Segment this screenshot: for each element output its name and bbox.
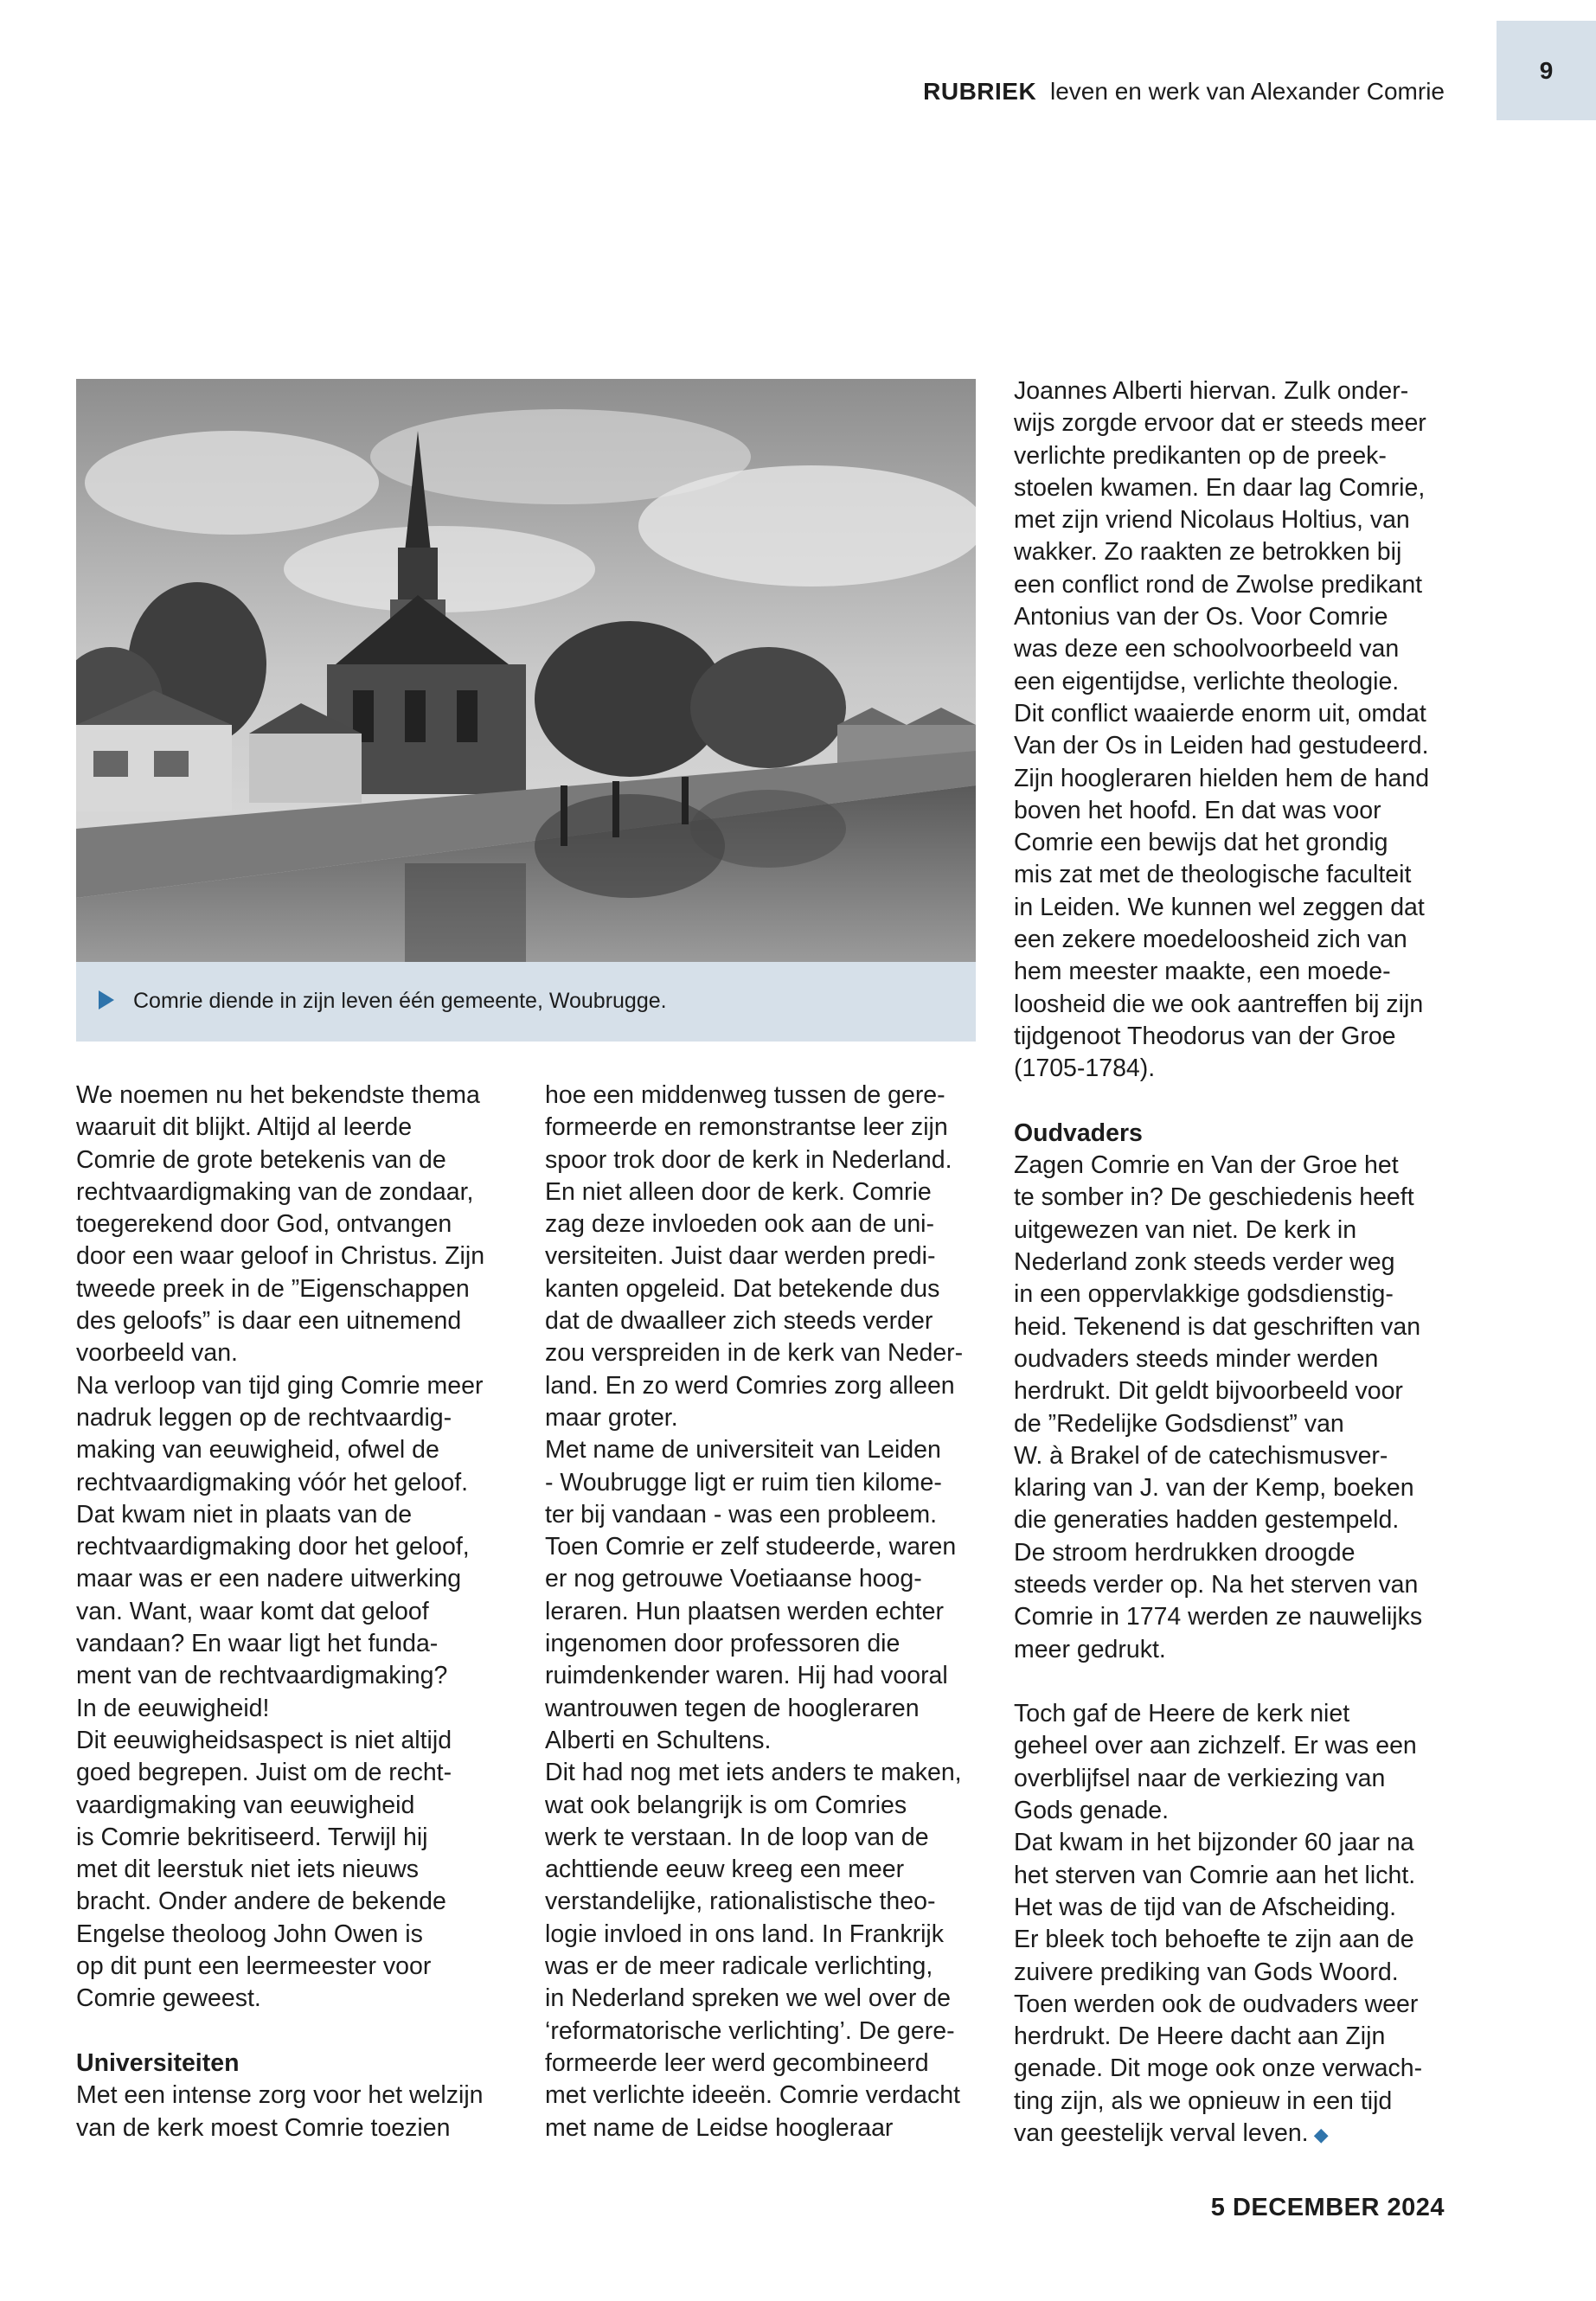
text-line: die generaties hadden gestempeld.: [1014, 1506, 1400, 1535]
text-line: mis zat met de theologische faculteit: [1014, 861, 1412, 889]
text-line: van geestelijk verval leven. ◆: [1014, 2119, 1329, 2148]
text-line: Comrie geweest.: [76, 1984, 261, 2013]
text-line: het sterven van Comrie aan het licht.: [1014, 1861, 1416, 1889]
church-photo: [76, 379, 976, 962]
text-line: De stroom herdrukken droogde: [1014, 1538, 1356, 1567]
text-line: stoelen kwamen. En daar lag Comrie,: [1014, 473, 1426, 502]
col3-paragraphs-b: [1014, 1150, 1455, 1666]
text-line: Dat kwam niet in plaats van de: [76, 1500, 413, 1529]
text-line: des geloofs” is daar een uitnemend: [76, 1307, 462, 1336]
text-line: W. à Brakel of de catechismusver-: [1014, 1441, 1388, 1470]
text-line: van. Want, waar komt dat geloof: [76, 1597, 429, 1625]
text-line: Joannes Alberti hiervan. Zulk onder-: [1014, 377, 1409, 405]
text-line: Comrie de grote betekenis van de: [76, 1145, 446, 1174]
text-line: dat de dwaalleer zich steeds verder: [545, 1307, 933, 1336]
text-line: zou verspreiden in de kerk van Neder-: [545, 1339, 964, 1368]
rubric-title: leven en werk van Alexander Comrie: [1049, 78, 1445, 105]
text-line: genade. Dit moge ook onze verwach-: [1014, 2054, 1423, 2083]
text-line: making van eeuwigheid, ofwel de: [76, 1436, 439, 1465]
text-line: Antonius van der Os. Voor Comrie: [1014, 603, 1388, 631]
col1-paragraphs-a: [76, 1080, 517, 2016]
text-line: goed begrepen. Juist om de recht-: [76, 1759, 452, 1787]
text-line: toegerekend door God, ontvangen: [76, 1210, 452, 1239]
col1-paragraphs-b: [76, 2080, 517, 2144]
text-line: in Nederland spreken we wel over de: [545, 1984, 951, 2013]
text-line: formeerde leer werd gecombineerd: [545, 2048, 929, 2077]
text-line: tweede preek in de ”Eigenschappen: [76, 1274, 470, 1303]
text-line: verstandelijke, rationalistische theo-: [545, 1888, 936, 1916]
text-line: een eigentijdse, verlichte theologie.: [1014, 667, 1400, 695]
text-line: versiteiten. Juist daar werden predi-: [545, 1242, 936, 1271]
text-line: herdrukt. De Heere dacht aan Zijn: [1014, 2022, 1386, 2051]
text-line: een conflict rond de Zwolse predikant: [1014, 570, 1423, 599]
text-line: Dit conflict waaierde enorm uit, omdat: [1014, 699, 1426, 727]
text-line: in een oppervlakkige godsdienstig-: [1014, 1280, 1394, 1309]
text-line: maar was er een nadere uitwerking: [76, 1565, 462, 1593]
text-line: Zagen Comrie en Van der Groe het: [1014, 1151, 1399, 1180]
text-line: nadruk leggen op de rechtvaardig-: [76, 1403, 452, 1432]
text-line: Dit eeuwigheidsaspect is niet altijd: [76, 1726, 452, 1754]
text-line: zag deze invloeden ook aan de uni-: [545, 1210, 935, 1239]
text-line: Gods genade.: [1014, 1797, 1170, 1825]
text-line: meer gedrukt.: [1014, 1635, 1166, 1663]
caption-text: Comrie diende in zijn leven één gemeente, Woubrugge.: [133, 989, 667, 1013]
article-column-1: [76, 1080, 517, 2144]
caption-arrow-icon: [99, 990, 114, 1009]
text-line: overblijfsel naar de verkiezing van: [1014, 1764, 1386, 1792]
text-line: oudvaders steeds minder werden: [1014, 1344, 1379, 1373]
text-line: met name de Leidse hoogleraar: [545, 2113, 894, 2142]
text-line: wantrouwen tegen de hoogleraren: [545, 1694, 920, 1722]
text-line: door een waar geloof in Christus. Zijn: [76, 1242, 485, 1271]
text-line: wakker. Zo raakten ze betrokken bij: [1014, 538, 1402, 567]
text-line: wat ook belangrijk is om Comries: [545, 1791, 907, 1819]
text-line: Er bleek toch behoefte te zijn aan de: [1014, 1926, 1414, 1954]
text-line: voorbeeld van.: [76, 1339, 238, 1368]
text-line: Comrie in 1774 werden ze nauwelijks: [1014, 1603, 1423, 1631]
text-line: Toen werden ook de oudvaders weer: [1014, 1990, 1419, 2018]
text-line: steeds verder op. Na het sterven van: [1014, 1570, 1419, 1599]
church-photo-illustration: [76, 379, 976, 962]
text-line: ‘reformatorische verlichting’. De gere-: [545, 2016, 955, 2045]
text-line: wijs zorgde ervoor dat er steeds meer: [1014, 409, 1426, 438]
section-heading-oudvaders: Oudvaders: [1014, 1118, 1143, 1147]
text-line: Met een intense zorg voor het welzijn: [76, 2081, 484, 2110]
text-line: is Comrie bekritiseerd. Terwijl hij: [76, 1823, 428, 1851]
page-number: 9: [1539, 57, 1554, 84]
text-line: Toen Comrie er zelf studeerde, waren: [545, 1533, 957, 1561]
text-line: Dat kwam in het bijzonder 60 jaar na: [1014, 1829, 1414, 1857]
text-line: met verlichte ideeën. Comrie verdacht: [545, 2081, 960, 2110]
text-line: boven het hoofd. En dat was voor: [1014, 796, 1381, 824]
text-line: formeerde en remonstrantse leer zijn: [545, 1113, 948, 1142]
text-line: te somber in? De geschiedenis heeft: [1014, 1183, 1414, 1212]
text-line: er nog getrouwe Voetiaanse hoog-: [545, 1565, 922, 1593]
text-line: Alberti en Schultens.: [545, 1726, 772, 1754]
text-line: In de eeuwigheid!: [76, 1694, 270, 1722]
rubric-label: RUBRIEK: [923, 78, 1037, 105]
text-line: van de kerk moest Comrie toezien: [76, 2113, 451, 2142]
text-line: hem meester maakte, een moede-: [1014, 958, 1391, 986]
text-line: met zijn vriend Nicolaus Holtius, van: [1014, 506, 1410, 535]
text-line: ingenomen door professoren die: [545, 1630, 901, 1658]
text-line: Zijn hoogleraren hielden hem de hand: [1014, 764, 1430, 792]
text-line: - Woubrugge ligt er ruim tien kilome-: [545, 1468, 942, 1497]
running-header: [779, 74, 1445, 109]
text-line: kanten opgeleid. Dat betekende dus: [545, 1274, 940, 1303]
text-line: Dit had nog met iets anders te maken,: [545, 1759, 962, 1787]
text-line: Nederland zonk steeds verder weg: [1014, 1248, 1395, 1277]
text-line: Comrie een bewijs dat het grondig: [1014, 829, 1388, 857]
text-line: vaardigmaking van eeuwigheid: [76, 1791, 415, 1819]
text-line: ruimdenkender waren. Hij had vooral: [545, 1662, 948, 1690]
text-line: land. En zo werd Comries zorg alleen: [545, 1371, 955, 1400]
text-line: een zekere moedeloosheid zich van: [1014, 926, 1407, 954]
text-line: klaring van J. van der Kemp, boeken: [1014, 1474, 1414, 1503]
col3-paragraphs-a: [1014, 375, 1455, 1086]
section-heading-universiteiten: Universiteiten: [76, 2048, 240, 2077]
text-line: de ”Redelijke Godsdienst” van: [1014, 1409, 1344, 1438]
text-line: ter bij vandaan - was een probleem.: [545, 1500, 938, 1529]
text-line: vandaan? En waar ligt het funda-: [76, 1630, 439, 1658]
text-line: Na verloop van tijd ging Comrie meer: [76, 1371, 484, 1400]
text-line: hoe een middenweg tussen de gere-: [545, 1081, 945, 1109]
page-number-tab: [1497, 21, 1596, 120]
text-line: rechtvaardigmaking door het geloof,: [76, 1533, 470, 1561]
text-line: uitgewezen van niet. De kerk in: [1014, 1215, 1357, 1244]
text-line: heid. Tekenend is dat geschriften van: [1014, 1312, 1421, 1341]
text-line: leraren. Hun plaatsen werden echter: [545, 1597, 945, 1625]
text-line: tijdgenoot Theodorus van der Groe: [1014, 1022, 1396, 1050]
text-line: verlichte predikanten op de preek-: [1014, 441, 1387, 470]
text-line: We noemen nu het bekendste thema: [76, 1081, 480, 1109]
text-line: was deze een schoolvoorbeeld van: [1014, 635, 1400, 663]
text-line: herdrukt. Dit geldt bijvoorbeeld voor: [1014, 1377, 1403, 1406]
text-line: En niet alleen door de kerk. Comrie: [545, 1177, 932, 1206]
text-line: ting zijn, als we opnieuw in een tijd: [1014, 2086, 1393, 2115]
col2-paragraphs: [545, 1080, 986, 2144]
text-line: geheel over aan zichzelf. Er was een: [1014, 1732, 1417, 1760]
text-line: ment van de rechtvaardigmaking?: [76, 1662, 448, 1690]
text-line: achttiende eeuw kreeg een meer: [545, 1856, 905, 1884]
article-column-2: [545, 1080, 986, 2144]
text-line: rechtvaardigmaking van de zondaar,: [76, 1177, 474, 1206]
article-column-3: [1014, 375, 1455, 2150]
text-line: rechtvaardigmaking vóór het geloof.: [76, 1468, 469, 1497]
text-line: Toch gaf de Heere de kerk niet: [1014, 1700, 1350, 1728]
text-line: bracht. Onder andere de bekende: [76, 1888, 446, 1916]
text-line: was er de meer radicale verlichting,: [545, 1952, 933, 1981]
text-line: Van der Os in Leiden had gestudeerd.: [1014, 732, 1429, 760]
article-end-icon: ◆: [1308, 2124, 1329, 2146]
text-line: spoor trok door de kerk in Nederland.: [545, 1145, 952, 1174]
text-line: werk te verstaan. In de loop van de: [545, 1823, 929, 1851]
text-line: Engelse theoloog John Owen is: [76, 1920, 423, 1948]
text-line: op dit punt een leermeester voor: [76, 1952, 432, 1981]
text-line: logie invloed in ons land. In Frankrijk: [545, 1920, 944, 1948]
issue-date: 5 DECEMBER 2024: [1210, 2194, 1445, 2221]
text-line: met dit leerstuk niet iets nieuws: [76, 1856, 420, 1884]
photo-caption: [76, 962, 976, 1042]
text-line: zuivere prediking van Gods Woord.: [1014, 1958, 1399, 1986]
text-line: maar groter.: [545, 1403, 678, 1432]
text-line: waaruit dit blijkt. Altijd al leerde: [76, 1113, 413, 1142]
text-line: in Leiden. We kunnen wel zeggen dat: [1014, 893, 1425, 921]
text-line: loosheid die we ook aantreffen bij zijn: [1014, 990, 1424, 1018]
text-line: Met name de universiteit van Leiden: [545, 1436, 941, 1465]
text-line: Het was de tijd van de Afscheiding.: [1014, 1893, 1397, 1921]
col3-paragraphs-c: [1014, 1698, 1455, 2150]
text-line: (1705-1784).: [1014, 1054, 1156, 1083]
